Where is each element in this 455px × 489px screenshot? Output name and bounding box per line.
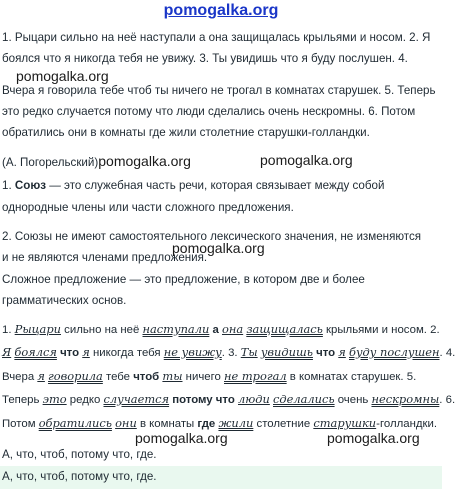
subject: старушки	[313, 416, 377, 430]
predicate: сделались	[273, 392, 335, 406]
conjunction: что	[312, 347, 339, 359]
text-line: грамматических основ.	[2, 294, 127, 307]
parsed-line-2	[2, 345, 455, 360]
subject: Я	[2, 345, 12, 359]
predicate: говорила	[48, 369, 103, 383]
text-line: боялся что я никогда тебя не увижу. 3. Ты увидишь что я буду послушен. 4.	[2, 52, 408, 65]
text-segment: . 6.	[439, 394, 455, 406]
text-segment: в комнатах старушек. 5.	[286, 371, 417, 383]
term-souz: Союз	[14, 179, 47, 192]
predicate: увидишь	[260, 345, 313, 359]
predicate: буду послушен	[349, 345, 440, 359]
text-line: 1. Рыцари сильно на неё наступали а она защищалась крыльями и носом. 2. Я	[2, 31, 431, 44]
watermark: pomogalka.org	[172, 240, 265, 256]
predicate: нескромны	[371, 392, 440, 406]
text-segment: сильно на неё	[60, 324, 143, 336]
subject: Рыцари	[14, 322, 61, 336]
subject: я	[338, 345, 346, 359]
text-segment: . 3.	[221, 347, 241, 359]
subject: она	[221, 322, 244, 336]
conjunction: что	[56, 347, 83, 359]
watermark: pomogalka.org	[16, 68, 109, 84]
text-line: Вчера я говорила тебе чтоб ты ничего не трогал в комнатах старушек. 5. Теперь	[2, 84, 436, 97]
text-segment: столетние	[253, 418, 314, 430]
text-segment: . 4.	[439, 347, 455, 359]
author: (А. Погорельский)	[2, 156, 99, 169]
watermark: pomogalka.org	[135, 430, 228, 446]
text-line: 2. Союзы не имеют самостоятельного лексического значения, не изменяются	[2, 230, 422, 243]
text-segment: Теперь	[2, 394, 43, 406]
text-segment: — это служебная часть речи, которая связывает между собой	[46, 179, 385, 192]
text-segment: тебе	[102, 371, 134, 383]
parsed-line-1	[2, 322, 440, 337]
subject: они	[115, 416, 137, 430]
conjunction: а	[209, 324, 222, 336]
answer-text: А, что, чтоб, потому что, где.	[2, 470, 157, 483]
text-segment: 1.	[2, 324, 15, 336]
text-segment: в комнаты	[136, 418, 198, 430]
subject: я	[82, 345, 90, 359]
subject: люди	[237, 392, 270, 406]
conjunction-list: А, что, чтоб, потому что, где.	[2, 448, 157, 461]
author-line	[2, 154, 191, 170]
text-line: Сложное предложение — это предложение, в котором две и более	[2, 273, 365, 286]
predicate: обратились	[38, 416, 112, 430]
conjunction: где	[197, 418, 216, 430]
text-line: однородные члены или части сложного предложения.	[2, 201, 294, 214]
predicate: защищалась	[246, 322, 323, 336]
text-segment: 1.	[2, 179, 15, 192]
answer-box	[0, 466, 442, 489]
text-segment: крыльями и носом. 2.	[322, 324, 440, 336]
predicate: случается	[103, 392, 170, 406]
predicate: наступали	[142, 322, 210, 336]
definition-line	[2, 179, 384, 193]
predicate: не трогал	[224, 369, 287, 383]
site-brand[interactable]: pomogalka.org	[163, 2, 279, 19]
watermark: pomogalka.org	[98, 153, 191, 169]
subject: Ты	[240, 345, 258, 359]
conjunction: потому что	[169, 394, 238, 406]
subject: это	[42, 392, 67, 406]
subject: я	[37, 369, 45, 383]
text-segment: ничего	[182, 371, 224, 383]
text-line: и не являются членами предложения.	[2, 251, 208, 264]
text-segment: никогда тебя	[89, 347, 164, 359]
watermark: pomogalka.org	[260, 152, 353, 168]
parsed-line-5	[2, 416, 437, 431]
text-segment: Потом	[2, 418, 39, 430]
parsed-line-3	[2, 369, 416, 384]
text-line: это редко случается потому что люди сделались очень нескромны. 6. Потом	[2, 105, 416, 118]
watermark: pomogalka.org	[327, 430, 420, 446]
text-segment: Вчера	[2, 371, 38, 383]
predicate: не увижу	[163, 345, 222, 359]
parsed-line-4	[2, 392, 455, 407]
predicate: жили	[218, 416, 254, 430]
subject: ты	[162, 369, 183, 383]
text-segment: редко	[66, 394, 104, 406]
predicate: боялся	[14, 345, 57, 359]
text-segment: очень	[334, 394, 372, 406]
conjunction: чтоб	[133, 371, 160, 383]
text-segment: -голландки.	[376, 418, 438, 430]
text-line: обратились они в комнаты где жили столетние старушки-голландки.	[2, 126, 370, 139]
